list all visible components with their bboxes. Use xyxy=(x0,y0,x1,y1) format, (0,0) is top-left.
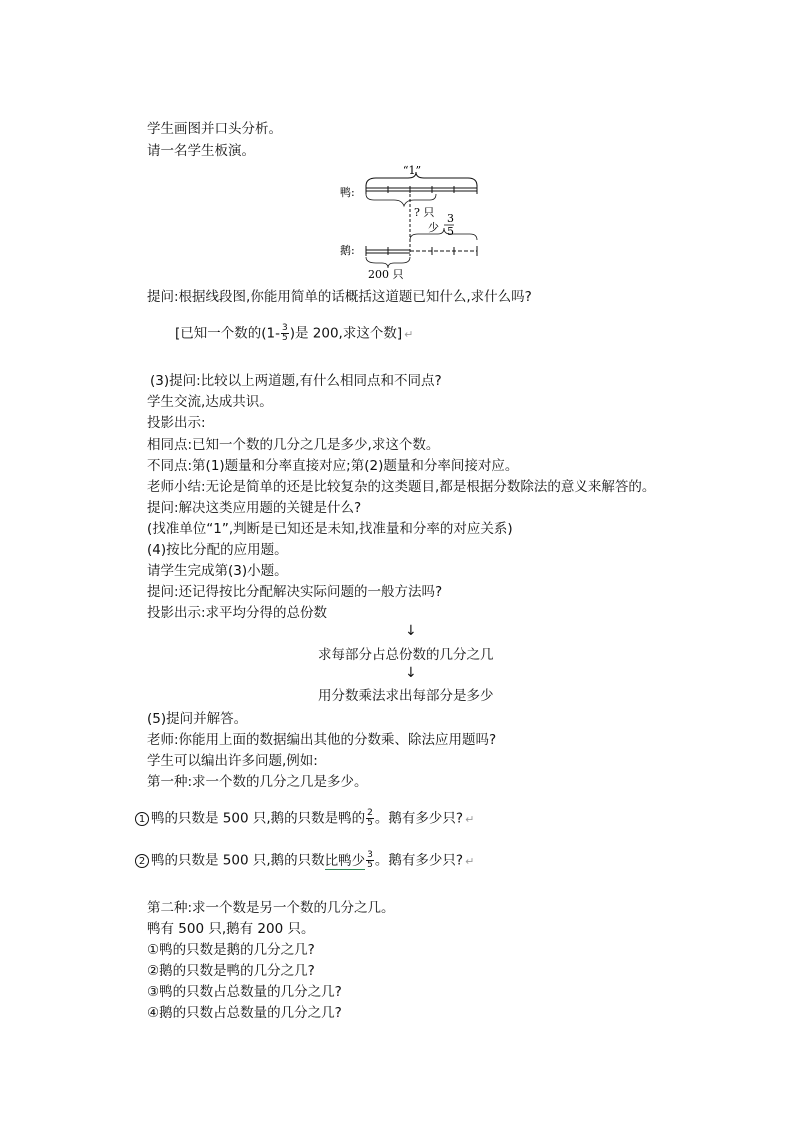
flow-step: 求每部分占总份数的几分之几 xyxy=(318,647,494,663)
denominator: 5 xyxy=(282,333,288,343)
text-line: 提问:还记得按比分配解决实际问题的一般方法吗? xyxy=(147,584,443,600)
text-line: 鸭有 500 只,鹅有 200 只。 xyxy=(147,921,315,937)
less-fraction-numerator: 3 xyxy=(447,212,454,225)
return-mark: ↵ xyxy=(465,812,475,826)
text-line: 学生画图并口头分析。 xyxy=(147,121,282,137)
duck-label: 鸭: xyxy=(340,186,355,199)
circled-number: 2 xyxy=(135,854,149,868)
goose-label: 鹅: xyxy=(340,244,355,257)
denominator: 5 xyxy=(367,860,373,870)
answer-line xyxy=(175,324,413,344)
duck-bottom-brace xyxy=(366,194,436,206)
top-brace xyxy=(366,172,477,186)
less-label: 少 xyxy=(428,221,439,234)
less-brace xyxy=(410,228,477,240)
example-part: 。鹅有多少只? xyxy=(374,852,464,869)
text-line: 不同点:第(1)题量和分率直接对应;第(2)题量和分率间接对应。 xyxy=(147,458,519,474)
example-part: 鸭的只数是 500 只,鹅的只数 xyxy=(151,852,325,869)
question-label: ? 只 xyxy=(414,206,435,219)
sub-question: ②鹅的只数是鸭的几分之几? xyxy=(147,963,315,979)
example-part: 鸭的只数是 500 只,鹅的只数是鸭的 xyxy=(151,810,366,827)
down-arrow-icon: ↓ xyxy=(405,665,417,681)
answer-part: )是 200,求这个数] xyxy=(289,325,403,342)
question-line: 提问:根据线段图,你能用简单的话概括这道题已知什么,求什么吗? xyxy=(147,289,532,305)
text-line: 老师小结:无论是简单的还是比较复杂的这类题目,都是根据分数除法的意义来解答的。 xyxy=(147,479,656,495)
sub-question: ①鸭的只数是鹅的几分之几? xyxy=(147,942,315,958)
example-line xyxy=(135,809,474,829)
fraction-two-fifths xyxy=(366,809,374,828)
text-line: 第一种:求一个数的几分之几是多少。 xyxy=(147,774,368,790)
example-part: 。鹅有多少只? xyxy=(374,810,464,827)
text-line: 学生可以编出许多问题,例如: xyxy=(147,753,318,769)
less-fraction-denominator: 5 xyxy=(447,225,454,238)
text-line: 投影出示: xyxy=(147,415,206,431)
return-mark: ↵ xyxy=(404,327,414,341)
return-mark: ↵ xyxy=(465,854,475,868)
numerator: 3 xyxy=(367,850,373,860)
down-arrow-icon: ↓ xyxy=(405,623,417,639)
circled-number: 1 xyxy=(135,812,149,826)
sub-question: ④鹅的只数占总数量的几分之几? xyxy=(147,1005,342,1021)
text-line: (5)提问并解答。 xyxy=(147,711,248,727)
text-line: (找准单位“1”,判断是已知还是未知,找准量和分率的对应关系) xyxy=(147,521,513,537)
goose-count-label: 200 只 xyxy=(368,268,404,280)
text-line: 相同点:已知一个数的几分之几是多少,求这个数。 xyxy=(147,437,440,453)
example-line xyxy=(135,851,474,871)
text-line: 学生交流,达成共识。 xyxy=(147,394,273,410)
underlined-text: 比鸭少 xyxy=(324,852,366,869)
text-line: (3)提问:比较以上两道题,有什么相同点和不同点? xyxy=(150,373,442,389)
fraction-three-fifths xyxy=(366,851,374,870)
numerator: 2 xyxy=(367,808,373,818)
text-line: (4)按比分配的应用题。 xyxy=(147,542,288,558)
denominator: 5 xyxy=(367,818,373,828)
goose-brace xyxy=(366,257,410,268)
text-line: 投影出示:求平均分得的总份数 xyxy=(147,605,328,621)
text-line: 请学生完成第(3)小题。 xyxy=(147,563,288,579)
fraction-three-fifths xyxy=(281,324,289,343)
numerator: 3 xyxy=(282,323,288,333)
text-line: 请一名学生板演。 xyxy=(147,143,255,159)
text-line: 提问:解决这类应用题的关键是什么? xyxy=(147,500,362,516)
text-line: 老师:你能用上面的数据编出其他的分数乘、除法应用题吗? xyxy=(147,732,497,748)
answer-part: [已知一个数的(1- xyxy=(175,325,280,342)
flow-step: 用分数乘法求出每部分是多少 xyxy=(318,688,494,704)
unit-label: “1” xyxy=(402,164,422,177)
sub-question: ③鸭的只数占总数量的几分之几? xyxy=(147,984,342,1000)
line-segment-diagram xyxy=(330,160,490,280)
text-line: 第二种:求一个数是另一个数的几分之几。 xyxy=(147,900,395,916)
